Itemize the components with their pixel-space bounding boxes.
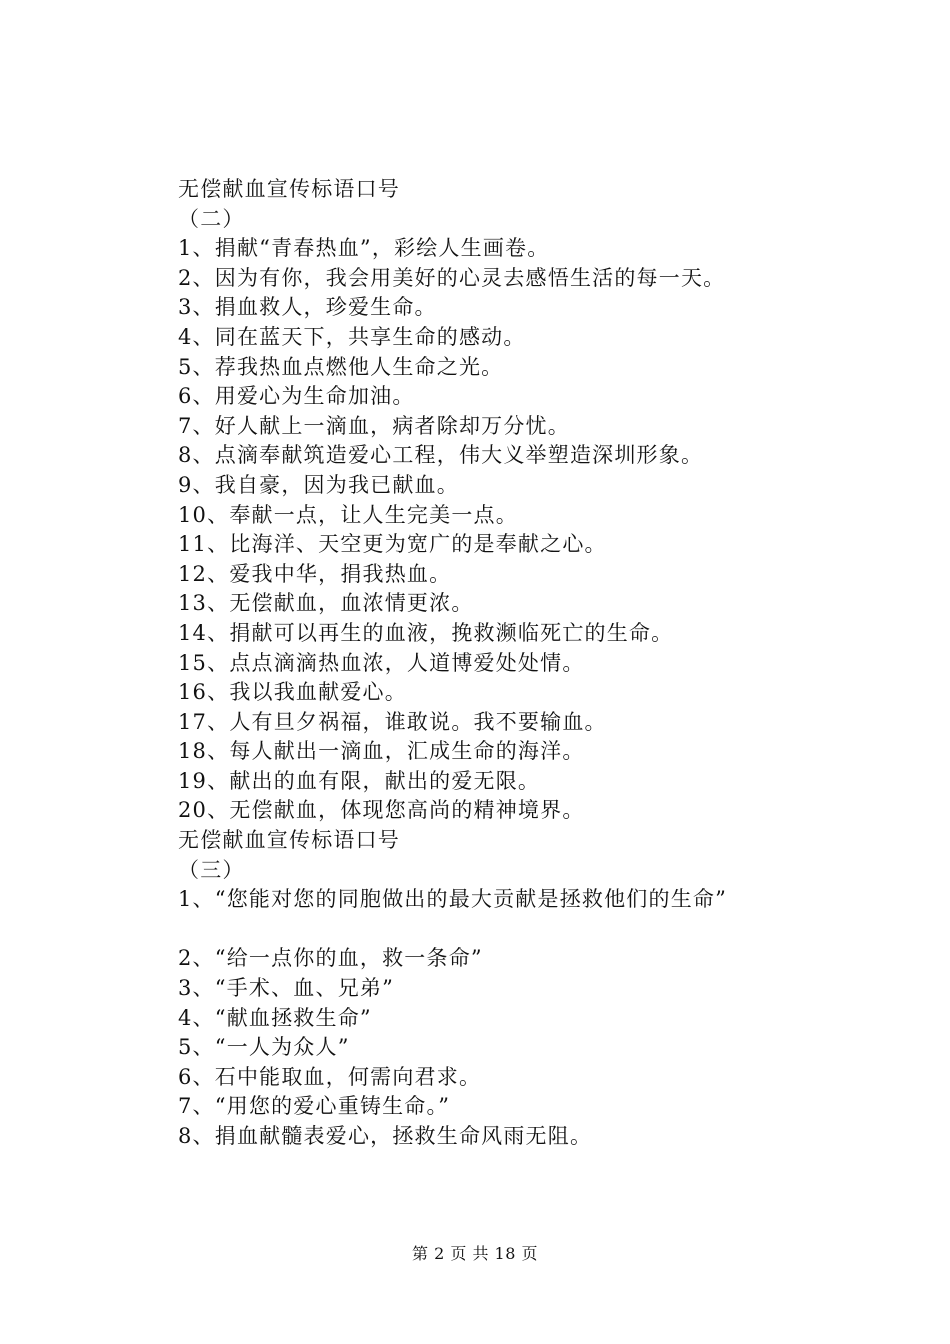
slogan-line: 14、捐献可以再生的血液，挽救濒临死亡的生命。 (178, 620, 674, 645)
page-number-footer: 第 2 页 共 18 页 (412, 1244, 538, 1263)
slogan-line: 2、因为有你，我会用美好的心灵去感悟生活的每一天。 (178, 265, 726, 290)
slogan-line: 16、我以我血献爱心。 (178, 680, 407, 705)
slogan-line: 12、爱我中华，捐我热血。 (178, 561, 452, 586)
slogan-line: 6、石中能取血，何需向君求。 (178, 1064, 482, 1089)
section-title: 无偿献血宣传标语口号 (178, 177, 400, 201)
slogan-line: 7、好人献上一滴血，病者除却万分忧。 (178, 413, 570, 438)
slogan-line: 20、无偿献血，体现您高尚的精神境界。 (178, 798, 585, 823)
slogan-line: 5、荐我热血点燃他人生命之光。 (178, 354, 504, 379)
slogan-line: 18、每人献出一滴血，汇成生命的海洋。 (178, 739, 585, 764)
slogan-line: 4、同在蓝天下，共享生命的感动。 (178, 324, 526, 349)
slogan-line: 8、捐血献髓表爱心，拯救生命风雨无阻。 (178, 1124, 593, 1148)
slogan-line: 17、人有旦夕祸福，谁敢说。我不要输血。 (178, 709, 607, 734)
slogan-line: 2、“给一点你的血，救一条命” (178, 946, 483, 971)
slogan-line: 10、奉献一点，让人生完美一点。 (178, 502, 518, 527)
slogan-line: 9、我自豪，因为我已献血。 (178, 472, 459, 497)
slogan-line: 8、点滴奉献筑造爱心工程，伟大义举塑造深圳形象。 (178, 443, 704, 468)
slogan-line: 13、无偿献血，血浓情更浓。 (178, 591, 474, 616)
slogan-line: 11、比海洋、天空更为宽广的是奉献之心。 (178, 532, 607, 557)
slogan-line: 15、点点滴滴热血浓，人道博爱处处情。 (178, 650, 585, 675)
slogan-line: 1、“您能对您的同胞做出的最大贡献是拯救他们的生命” (178, 887, 728, 912)
slogan-line: 3、“手术、血、兄弟” (178, 976, 395, 1001)
section-subtitle: （三） (178, 857, 245, 882)
document-body (178, 175, 878, 1152)
slogan-line: 4、“献血拯救生命” (178, 1005, 372, 1030)
blank-line (178, 915, 878, 945)
slogan-line: 3、捐血救人，珍爱生命。 (178, 295, 437, 320)
slogan-line: 7、“用您的爱心重铸生命。” (178, 1094, 451, 1119)
slogan-line: 6、用爱心为生命加油。 (178, 384, 415, 409)
slogan-line: 1、捐献“青春热血”，彩绘人生画卷。 (178, 236, 550, 261)
slogan-line: 5、“一人为众人” (178, 1035, 350, 1060)
section-subtitle: （二） (178, 206, 245, 231)
slogan-line: 19、献出的血有限，献出的爱无限。 (178, 768, 541, 793)
section-title: 无偿献血宣传标语口号 (178, 828, 400, 853)
